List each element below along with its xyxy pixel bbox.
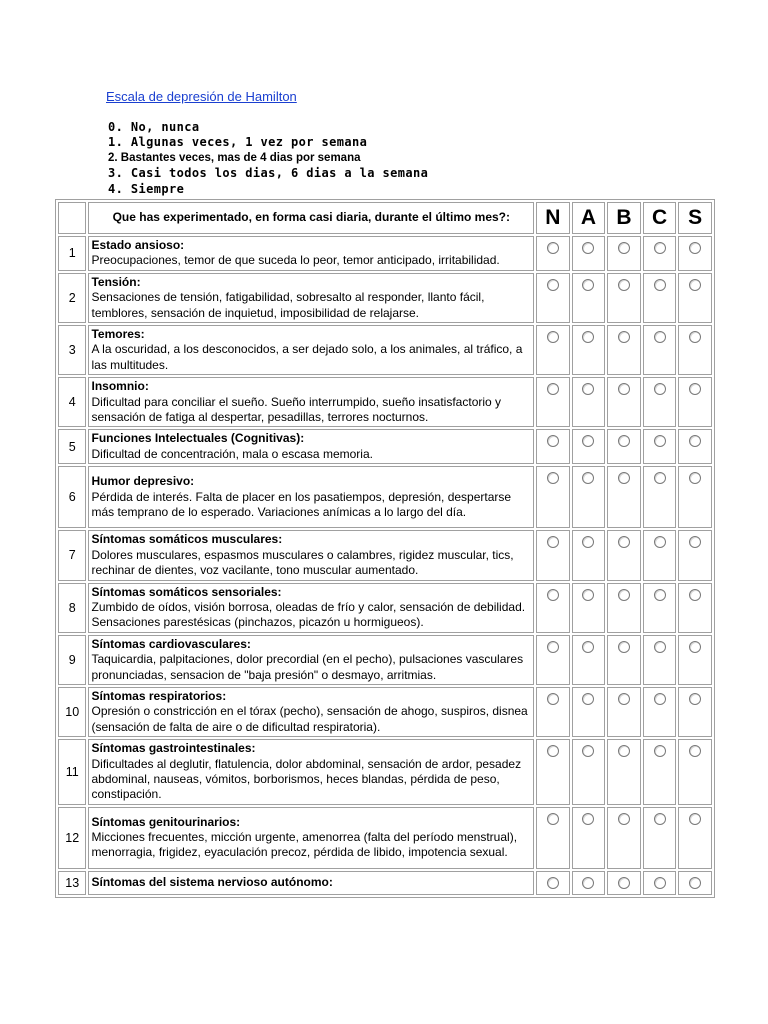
question-title: Estado ansioso: bbox=[91, 238, 185, 252]
option-cell-s bbox=[678, 871, 712, 895]
option-cell-n bbox=[536, 377, 570, 427]
radio-option-n[interactable] bbox=[547, 641, 559, 653]
radio-option-c[interactable] bbox=[654, 693, 666, 705]
radio-option-a[interactable] bbox=[582, 877, 594, 889]
radio-option-b[interactable] bbox=[618, 435, 630, 447]
question-row bbox=[58, 273, 712, 323]
radio-option-b[interactable] bbox=[618, 745, 630, 757]
question-description: Dificultades al deglutir, flatulencia, dolor abdominal, sensación de ardor, pesadez abdominal, nauseas, vómitos, borborismos, heces blandas, pérdida de peso, constipación. bbox=[91, 756, 522, 802]
radio-option-c[interactable] bbox=[654, 331, 666, 343]
option-cell-b bbox=[607, 377, 641, 427]
radio-option-s[interactable] bbox=[689, 536, 701, 548]
question-row bbox=[58, 236, 712, 271]
radio-option-c[interactable] bbox=[654, 242, 666, 254]
option-cell-n bbox=[536, 687, 570, 737]
question-number: 5 bbox=[58, 429, 86, 464]
question-description: Zumbido de oídos, visión borrosa, oleadas de frío y calor, sensación de debilidad. Sensaciones parestésicas (pinchazos, picazón u hormigueos). bbox=[91, 599, 526, 630]
question-row bbox=[58, 466, 712, 528]
radio-option-a[interactable] bbox=[582, 435, 594, 447]
radio-option-a[interactable] bbox=[582, 383, 594, 395]
radio-option-a[interactable] bbox=[582, 589, 594, 601]
radio-option-s[interactable] bbox=[689, 279, 701, 291]
question-description: A la oscuridad, a los desconocidos, a ser dejado solo, a los animales, al tráfico, a las multitudes. bbox=[91, 342, 523, 372]
question-title: Síntomas somáticos musculares: bbox=[91, 532, 283, 547]
option-cell-s bbox=[678, 466, 712, 528]
question-description: Pérdida de interés. Falta de placer en los pasatiempos, depresión, despertarse más temprano de lo esperado. Variaciones anímicas a lo largo del día. bbox=[91, 489, 512, 519]
question-number: 1 bbox=[58, 236, 86, 271]
radio-option-c[interactable] bbox=[654, 536, 666, 548]
option-cell-n bbox=[536, 635, 570, 685]
radio-option-s[interactable] bbox=[689, 242, 701, 254]
option-cell-a bbox=[572, 429, 606, 464]
radio-option-a[interactable] bbox=[582, 242, 594, 254]
radio-option-n[interactable] bbox=[547, 331, 559, 343]
option-cell-b bbox=[607, 530, 641, 580]
question-title: Síntomas genitourinarios: bbox=[91, 814, 241, 829]
question-title: Síntomas gastrointestinales: bbox=[91, 741, 256, 756]
question-description: Micciones frecuentes, micción urgente, amenorrea (falta del período menstrual), menorragia, frigidez, eyaculación precoz, pérdida de libido, impotencia sexual. bbox=[91, 830, 518, 860]
option-cell-n bbox=[536, 739, 570, 805]
option-cell-s bbox=[678, 635, 712, 685]
radio-option-b[interactable] bbox=[618, 383, 630, 395]
radio-option-a[interactable] bbox=[582, 331, 594, 343]
question-number: 13 bbox=[58, 871, 86, 895]
radio-option-n[interactable] bbox=[547, 435, 559, 447]
radio-option-s[interactable] bbox=[689, 745, 701, 757]
option-cell-s bbox=[678, 530, 712, 580]
radio-option-n[interactable] bbox=[547, 279, 559, 291]
question-description: Dificultad de concentración, mala o escasa memoria. bbox=[91, 446, 373, 461]
question-cell bbox=[88, 807, 534, 869]
option-header-c: C bbox=[643, 202, 677, 234]
option-cell-a bbox=[572, 871, 606, 895]
question-title: Síntomas cardiovasculares: bbox=[91, 636, 251, 651]
option-cell-n bbox=[536, 273, 570, 323]
option-cell-c bbox=[643, 871, 677, 895]
radio-option-c[interactable] bbox=[654, 383, 666, 395]
radio-option-c[interactable] bbox=[654, 877, 666, 889]
option-cell-c bbox=[643, 377, 677, 427]
option-header-b: B bbox=[607, 202, 641, 234]
option-cell-n bbox=[536, 429, 570, 464]
radio-option-s[interactable] bbox=[689, 435, 701, 447]
option-cell-a bbox=[572, 236, 606, 271]
radio-option-s[interactable] bbox=[689, 813, 701, 825]
option-cell-a bbox=[572, 377, 606, 427]
option-cell-s bbox=[678, 236, 712, 271]
option-cell-n bbox=[536, 236, 570, 271]
radio-option-b[interactable] bbox=[618, 693, 630, 705]
option-cell-b bbox=[607, 466, 641, 528]
option-cell-c bbox=[643, 466, 677, 528]
radio-option-c[interactable] bbox=[654, 813, 666, 825]
option-cell-s bbox=[678, 273, 712, 323]
option-cell-s bbox=[678, 325, 712, 375]
option-cell-s bbox=[678, 807, 712, 869]
radio-option-a[interactable] bbox=[582, 472, 594, 484]
radio-option-a[interactable] bbox=[582, 641, 594, 653]
question-cell bbox=[88, 429, 534, 464]
question-number: 4 bbox=[58, 377, 86, 427]
radio-option-a[interactable] bbox=[582, 279, 594, 291]
option-cell-c bbox=[643, 530, 677, 580]
question-cell bbox=[88, 871, 534, 895]
option-cell-b bbox=[607, 273, 641, 323]
question-cell bbox=[88, 466, 534, 528]
radio-option-a[interactable] bbox=[582, 813, 594, 825]
radio-option-b[interactable] bbox=[618, 472, 630, 484]
radio-option-c[interactable] bbox=[654, 279, 666, 291]
question-title: Síntomas del sistema nervioso autónomo: bbox=[91, 875, 333, 890]
option-cell-c bbox=[643, 687, 677, 737]
option-cell-s bbox=[678, 687, 712, 737]
option-cell-c bbox=[643, 807, 677, 869]
question-row bbox=[58, 325, 712, 375]
question-cell bbox=[88, 377, 534, 427]
radio-option-b[interactable] bbox=[618, 242, 630, 254]
question-cell bbox=[88, 739, 534, 805]
question-row bbox=[58, 635, 712, 685]
option-cell-n bbox=[536, 807, 570, 869]
question-title: Síntomas respiratorios: bbox=[91, 688, 227, 703]
radio-option-s[interactable] bbox=[689, 331, 701, 343]
question-description: Dolores musculares, espasmos musculares o calambres, rigidez muscular, tics, rechinar de dientes, voz vacilante, tono muscular aumentado. bbox=[91, 547, 514, 578]
radio-option-s[interactable] bbox=[689, 693, 701, 705]
radio-option-n[interactable] bbox=[547, 383, 559, 395]
radio-option-n[interactable] bbox=[547, 745, 559, 757]
question-description: Taquicardia, palpitaciones, dolor precordial (en el pecho), pulsaciones vasculares pronunciadas, sensacion de "baja presión" o desmayo, arritmias. bbox=[91, 652, 524, 682]
option-cell-b bbox=[607, 687, 641, 737]
legend-item-1: 1. Algunas veces, 1 vez por semana bbox=[108, 135, 368, 150]
option-cell-b bbox=[607, 739, 641, 805]
question-row bbox=[58, 583, 712, 633]
option-cell-b bbox=[607, 429, 641, 464]
legend-item-0: 0. No, nunca bbox=[108, 120, 200, 134]
question-number: 3 bbox=[58, 325, 86, 375]
option-cell-c bbox=[643, 273, 677, 323]
option-cell-a bbox=[572, 635, 606, 685]
question-number: 2 bbox=[58, 273, 86, 323]
question-number: 9 bbox=[58, 635, 86, 685]
question-cell bbox=[88, 325, 534, 375]
option-cell-a bbox=[572, 807, 606, 869]
question-number: 10 bbox=[58, 687, 86, 737]
option-cell-c bbox=[643, 739, 677, 805]
radio-option-c[interactable] bbox=[654, 472, 666, 484]
question-title: Humor depresivo: bbox=[91, 474, 195, 489]
option-cell-b bbox=[607, 236, 641, 271]
option-cell-a bbox=[572, 466, 606, 528]
radio-option-b[interactable] bbox=[618, 813, 630, 825]
radio-option-n[interactable] bbox=[547, 536, 559, 548]
table-header-row bbox=[58, 202, 712, 234]
option-cell-c bbox=[643, 429, 677, 464]
question-row bbox=[58, 871, 712, 895]
option-cell-s bbox=[678, 739, 712, 805]
question-title: Tensión: bbox=[91, 274, 141, 289]
radio-option-c[interactable] bbox=[654, 745, 666, 757]
option-cell-n bbox=[536, 871, 570, 895]
option-cell-n bbox=[536, 466, 570, 528]
radio-option-c[interactable] bbox=[654, 435, 666, 447]
radio-option-n[interactable] bbox=[547, 813, 559, 825]
question-description: Dificultad para conciliar el sueño. Sueño interrumpido, sueño insatisfactorio y sensación de fatiga al despertar, pesadillas, terrores nocturnos. bbox=[91, 394, 502, 425]
question-row bbox=[58, 739, 712, 805]
radio-option-n[interactable] bbox=[547, 877, 559, 889]
question-title: Síntomas somáticos sensoriales: bbox=[91, 584, 282, 599]
radio-option-s[interactable] bbox=[689, 472, 701, 484]
radio-option-s[interactable] bbox=[689, 641, 701, 653]
question-number: 12 bbox=[58, 807, 86, 869]
option-cell-c bbox=[643, 325, 677, 375]
radio-option-n[interactable] bbox=[547, 589, 559, 601]
question-row bbox=[58, 429, 712, 464]
option-cell-a bbox=[572, 325, 606, 375]
legend-item-4: 4. Siempre bbox=[108, 181, 185, 196]
question-row bbox=[58, 377, 712, 427]
hamilton-scale-link[interactable]: Escala de depresión de Hamilton bbox=[106, 89, 297, 104]
legend-item-3: 3. Casi todos los dias, 6 dias a la semana bbox=[108, 166, 429, 181]
question-row bbox=[58, 687, 712, 737]
question-number: 6 bbox=[58, 466, 86, 528]
question-cell bbox=[88, 530, 534, 580]
option-cell-b bbox=[607, 635, 641, 685]
question-cell bbox=[88, 273, 534, 323]
question-number: 11 bbox=[58, 739, 86, 805]
question-description: Preocupaciones, temor de que suceda lo peor, temor anticipado, irritabilidad. bbox=[91, 253, 500, 268]
option-cell-c bbox=[643, 583, 677, 633]
header-empty-cell bbox=[58, 202, 86, 234]
option-cell-b bbox=[607, 325, 641, 375]
option-cell-b bbox=[607, 871, 641, 895]
radio-option-b[interactable] bbox=[618, 279, 630, 291]
radio-option-a[interactable] bbox=[582, 693, 594, 705]
option-cell-b bbox=[607, 807, 641, 869]
radio-option-s[interactable] bbox=[689, 877, 701, 889]
option-cell-a bbox=[572, 739, 606, 805]
radio-option-n[interactable] bbox=[547, 242, 559, 254]
radio-option-b[interactable] bbox=[618, 641, 630, 653]
question-row bbox=[58, 530, 712, 580]
radio-option-b[interactable] bbox=[618, 536, 630, 548]
radio-option-c[interactable] bbox=[654, 589, 666, 601]
option-cell-a bbox=[572, 530, 606, 580]
radio-option-n[interactable] bbox=[547, 472, 559, 484]
radio-option-a[interactable] bbox=[582, 536, 594, 548]
legend-item-2: 2. Bastantes veces, mas de 4 dias por semana bbox=[108, 151, 361, 164]
question-cell bbox=[88, 583, 534, 633]
question-description: Opresión o constricción en el tórax (pecho), sensación de ahogo, suspiros, disnea (sensación de falta de aire o de dificultad respiratoria). bbox=[91, 704, 528, 734]
question-cell bbox=[88, 635, 534, 685]
option-cell-c bbox=[643, 635, 677, 685]
question-number: 7 bbox=[58, 530, 86, 580]
question-cell bbox=[88, 236, 534, 271]
question-title: Insomnio: bbox=[91, 379, 149, 394]
radio-option-a[interactable] bbox=[582, 745, 594, 757]
option-cell-a bbox=[572, 273, 606, 323]
radio-option-s[interactable] bbox=[689, 589, 701, 601]
option-cell-n bbox=[536, 325, 570, 375]
option-header-s: S bbox=[678, 202, 712, 234]
question-title: Funciones Intelectuales (Cognitivas): bbox=[91, 431, 305, 446]
frequency-legend bbox=[108, 120, 428, 197]
radio-option-b[interactable] bbox=[618, 331, 630, 343]
question-row bbox=[58, 807, 712, 869]
question-title: Temores: bbox=[91, 327, 145, 342]
option-cell-s bbox=[678, 377, 712, 427]
question-number: 8 bbox=[58, 583, 86, 633]
option-header-a: A bbox=[572, 202, 606, 234]
option-cell-b bbox=[607, 583, 641, 633]
radio-option-c[interactable] bbox=[654, 641, 666, 653]
option-cell-n bbox=[536, 583, 570, 633]
radio-option-b[interactable] bbox=[618, 589, 630, 601]
option-cell-c bbox=[643, 236, 677, 271]
option-cell-s bbox=[678, 583, 712, 633]
option-cell-n bbox=[536, 530, 570, 580]
radio-option-s[interactable] bbox=[689, 383, 701, 395]
option-cell-s bbox=[678, 429, 712, 464]
header-question: Que has experimentado, en forma casi diaria, durante el último mes?: bbox=[88, 202, 534, 234]
option-cell-a bbox=[572, 687, 606, 737]
radio-option-n[interactable] bbox=[547, 693, 559, 705]
radio-option-b[interactable] bbox=[618, 877, 630, 889]
option-cell-a bbox=[572, 583, 606, 633]
questionnaire-table bbox=[55, 199, 715, 898]
question-cell bbox=[88, 687, 534, 737]
option-header-n: N bbox=[536, 202, 570, 234]
question-description: Sensaciones de tensión, fatigabilidad, sobresalto al responder, llanto fácil, temblores, sensación de inquietud, imposibilidad de relajarse. bbox=[91, 290, 485, 320]
